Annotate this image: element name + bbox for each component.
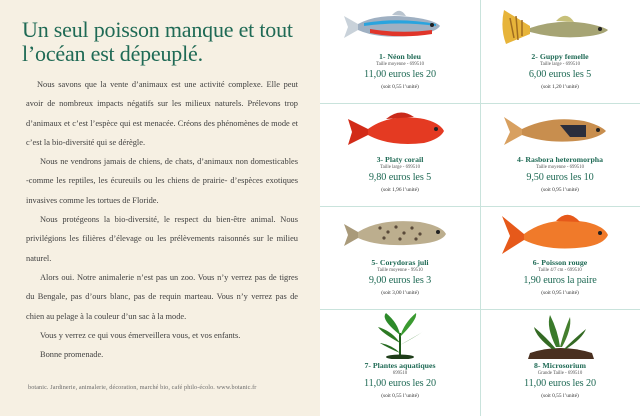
product-size: Taille large - 699510 — [380, 165, 420, 170]
product-price: 9,00 euros les 3 — [368, 275, 432, 286]
product-price: 11,00 euros les 20 — [524, 378, 596, 389]
product-size: Taille moyenne - 99510 — [377, 268, 423, 273]
microsorium-plant-icon — [500, 313, 620, 359]
product-card-2[interactable] — [480, 0, 640, 102]
product-unit-price: (soit 0,95 l’unité) — [541, 290, 579, 296]
product-size: Taille moyenne - 699510 — [375, 62, 425, 67]
corydoras-fish-icon — [340, 210, 460, 256]
product-unit-price: (soit 0,55 l’unité) — [541, 393, 579, 399]
headline: Un seul poisson manque et tout l’océan est dépeuplé. — [22, 17, 293, 66]
product-unit-price: (soit 1,96 l’unité) — [381, 187, 419, 193]
product-card-8[interactable] — [480, 309, 640, 411]
product-card-3[interactable] — [320, 103, 480, 205]
product-unit-price: (soit 0,55 l’unité) — [381, 393, 419, 399]
platy-fish-icon — [340, 107, 460, 153]
paragraph-6: Bonne promenade. — [40, 350, 104, 360]
product-price: 9,50 euros les 10 — [526, 172, 594, 183]
product-card-4[interactable] — [480, 103, 640, 205]
product-unit-price: (soit 1,20 l’unité) — [541, 84, 579, 90]
product-name: 8- Microsorium — [533, 361, 587, 370]
product-name: 3- Platy corail — [376, 155, 424, 164]
product-size: Taille moyenne - 699510 — [535, 165, 585, 170]
product-card-5[interactable] — [320, 206, 480, 308]
product-unit-price: (soit 0,55 l’unité) — [381, 84, 419, 90]
neon-fish-icon — [340, 4, 460, 50]
rasbora-fish-icon — [500, 107, 620, 153]
goldfish-icon — [500, 210, 620, 256]
product-price: 1,90 euros la paire — [523, 275, 597, 286]
product-name: 7- Plantes aquatiques — [364, 361, 436, 370]
product-card-1[interactable] — [320, 0, 480, 102]
product-unit-price: (soit 3,00 l’unité) — [381, 290, 419, 296]
product-name: 6- Poisson rouge — [532, 258, 588, 267]
footer-text: botanic. Jardinerie, animalerie, décoration, marché bio, café philo-écolo. www.botanic.fr — [28, 384, 257, 391]
product-price: 6,00 euros les 5 — [528, 69, 592, 80]
product-size: Grande Taille - 699510 — [537, 371, 583, 376]
product-catalog — [320, 0, 640, 416]
guppy-fish-icon — [500, 4, 620, 50]
product-name: 2- Guppy femelle — [531, 52, 589, 61]
paragraph-4: Alors oui. Notre animalerie n’est pas un zoo. Vous n’y verrez pas de tigres du Bengale, pas d’ours blanc, pas de requin marteau. Vous n’y verrez pas de chien au pelage à la couleur d’un sac à la mode. — [26, 272, 298, 321]
product-card-7[interactable] — [320, 309, 480, 411]
product-price: 11,00 euros les 20 — [364, 378, 436, 389]
paragraph-3: Nous protégeons la bio-diversité, le respect du bien-être animal. Nous privilégions les filières d’élevage ou les prélèvements raisonnés sur le milieu naturel. — [26, 215, 298, 263]
product-price: 11,00 euros les 20 — [364, 69, 436, 80]
paragraph-1: Nous savons que la vente d’animaux est une activité complexe. Elle peut avoir de nombreux impacts négatifs sur les milieux naturels. Prélevons trop d’animaux et c’est l’espèce qui est menacée. Créons des phénomènes de mode et c’est la bio-diversité qui se dérègle. — [26, 80, 298, 147]
product-name: 5- Corydoras juli — [371, 258, 429, 267]
product-card-6[interactable] — [480, 206, 640, 308]
product-name: 1- Néon bleu — [378, 52, 422, 61]
paragraph-5: Vous y verrez ce qui vous émerveillera vous, et vos enfants. — [40, 330, 241, 340]
product-unit-price: (soit 0,95 l’unité) — [541, 187, 579, 193]
product-size: 699510 — [392, 371, 408, 376]
product-size: Taille 4/7 cm - 699510 — [538, 268, 582, 273]
aquatic-plant-icon — [340, 313, 460, 359]
product-size: Taille large - 699510 — [540, 62, 580, 67]
body-text — [26, 75, 298, 364]
paragraph-2: Nous ne vendrons jamais de chiens, de chats, d’animaux non domesticables -comme les reptiles, les écureuils ou les chiens de prairie- d’espèces exotiques invasives comme les tortues de Floride. — [26, 157, 298, 205]
product-price: 9,80 euros les 5 — [368, 172, 432, 183]
product-name: 4- Rasbora heteromorpha — [516, 155, 604, 164]
